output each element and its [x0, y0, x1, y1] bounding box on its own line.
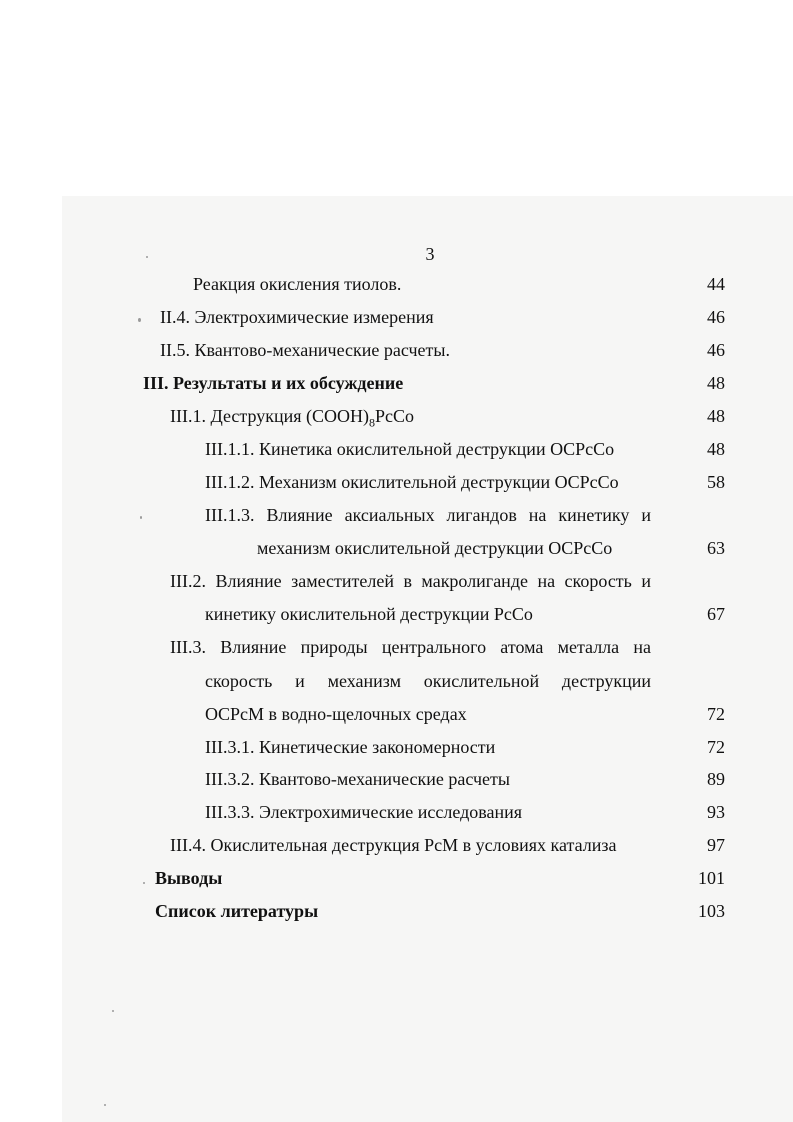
toc-entry-page: 89	[707, 769, 725, 789]
toc-entry-page: 63	[707, 538, 725, 558]
title-main: III.1. Деструкция (COOH)	[170, 406, 370, 426]
subscript: 8	[369, 415, 376, 430]
toc-entry-page: 48	[707, 373, 725, 393]
toc-entry-title-line: III.2. Влияние заместителей в макролиганде на скорость и	[170, 571, 651, 591]
toc-entry-page: 67	[707, 604, 725, 624]
toc-entry-page: 58	[707, 472, 725, 492]
toc-entry-title: III.1.1. Кинетика окислительной деструкции OCPcCo	[205, 439, 615, 459]
toc-entry-title: III.3.3. Электрохимические исследования	[205, 802, 523, 822]
toc-entry-title-line: III.1.3. Влияние аксиальных лигандов на кинетику и	[205, 505, 651, 525]
toc-entry-title: Реакция окисления тиолов.	[193, 274, 402, 294]
toc-entry-title-line: механизм окислительной деструкции OCPcCo	[257, 538, 613, 558]
toc-entry-page: 48	[707, 406, 725, 426]
toc-entry-title-line: кинетику окислительной деструкции PcCo	[205, 604, 533, 624]
toc-entry-page: 72	[707, 704, 725, 724]
toc-entry-page: 103	[698, 901, 725, 921]
title-tail: PcCo	[375, 406, 415, 426]
scan-speck	[146, 256, 148, 258]
toc-section-heading: Список литературы	[155, 901, 319, 921]
toc-entry-title: III.3.2. Квантово-механические расчеты	[205, 769, 510, 789]
toc-entry-page: 93	[707, 802, 725, 822]
scanned-page-area	[62, 196, 793, 1122]
toc-entry-page: 46	[707, 307, 725, 327]
toc-section-heading: III. Результаты и их обсуждение	[143, 373, 404, 393]
toc-entry-page: 48	[707, 439, 725, 459]
toc-entry-title: II.4. Электрохимические измерения	[160, 307, 434, 327]
scan-speck	[138, 318, 141, 322]
toc-entry-page: 97	[707, 835, 725, 855]
toc-entry-title: III.4. Окислительная деструкция PcM в условиях катализа	[170, 835, 617, 855]
scan-speck	[104, 1104, 106, 1106]
toc-entry-title: III.3.1. Кинетические закономерности	[205, 737, 496, 757]
toc-entry-title-line: III.3. Влияние природы центрального атома металла на	[170, 637, 651, 657]
scan-speck	[140, 516, 142, 519]
toc-entry-page: 72	[707, 737, 725, 757]
toc-entry-page: 101	[698, 868, 725, 888]
toc-entry-title-line: OCPcM в водно-щелочных средах	[205, 704, 467, 724]
toc-section-heading: Выводы	[155, 868, 223, 888]
page-number: 3	[425, 244, 435, 264]
toc-entry-title	[170, 404, 414, 435]
toc-entry-title-line: скорость и механизм окислительной деструкции	[205, 671, 651, 691]
scan-speck	[143, 882, 145, 884]
toc-entry-page: 44	[707, 274, 725, 294]
scan-speck	[112, 1010, 114, 1012]
toc-entry-title: III.1.2. Механизм окислительной деструкции OCPcCo	[205, 472, 619, 492]
toc-entry-page: 46	[707, 340, 725, 360]
toc-entry-title: II.5. Квантово-механические расчеты.	[160, 340, 451, 360]
